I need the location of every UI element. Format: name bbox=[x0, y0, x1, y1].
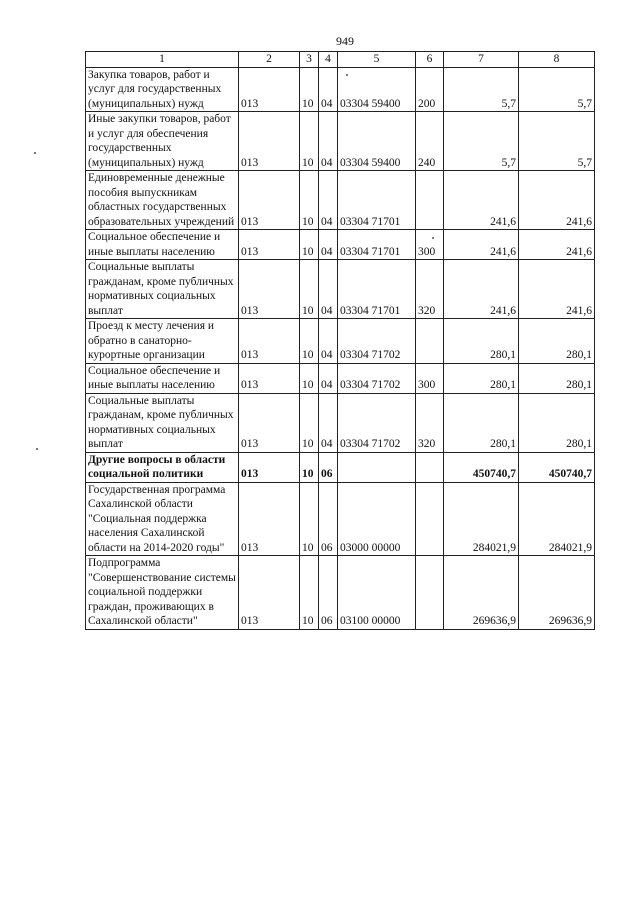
amount-cell: 280,1 bbox=[519, 393, 595, 452]
code-cell: 013 bbox=[239, 556, 300, 630]
column-header: 6 bbox=[416, 52, 444, 68]
amount-cell: 241,6 bbox=[444, 171, 519, 230]
table-body bbox=[86, 67, 595, 629]
row-name-cell: Социальное обеспечение и иные выплаты населению bbox=[86, 230, 239, 260]
expense-type-cell: 300 bbox=[416, 230, 444, 260]
table-row bbox=[86, 67, 595, 112]
table-row bbox=[86, 171, 595, 230]
row-name-cell: Другие вопросы в области социальной политики bbox=[86, 452, 239, 482]
amount-cell: 241,6 bbox=[519, 230, 595, 260]
row-name-cell: Социальные выплаты гражданам, кроме публичных нормативных социальных выплат bbox=[86, 260, 239, 319]
table-row bbox=[86, 260, 595, 319]
scan-speck bbox=[346, 74, 348, 76]
code-cell: 013 bbox=[239, 112, 300, 171]
amount-cell: 5,7 bbox=[519, 112, 595, 171]
target-article-cell: 03304 59400 bbox=[338, 112, 416, 171]
target-article-cell: 03304 71701 bbox=[338, 230, 416, 260]
section-cell: 10 bbox=[300, 112, 319, 171]
subsection-cell: 04 bbox=[319, 319, 338, 364]
table-row bbox=[86, 556, 595, 630]
expense-type-cell: 300 bbox=[416, 363, 444, 393]
amount-cell: 241,6 bbox=[519, 260, 595, 319]
code-cell: 013 bbox=[239, 452, 300, 482]
table-row bbox=[86, 393, 595, 452]
section-cell: 10 bbox=[300, 452, 319, 482]
table-row bbox=[86, 482, 595, 556]
scan-speck bbox=[432, 237, 434, 239]
amount-cell: 5,7 bbox=[519, 67, 595, 112]
code-cell: 013 bbox=[239, 482, 300, 556]
scan-speck bbox=[34, 152, 36, 154]
expense-type-cell bbox=[416, 556, 444, 630]
column-header: 1 bbox=[86, 52, 239, 68]
expense-type-cell: 320 bbox=[416, 393, 444, 452]
row-name-cell: Иные закупки товаров, работ и услуг для обеспечения государственных (муниципальных) нужд bbox=[86, 112, 239, 171]
table-row bbox=[86, 452, 595, 482]
expense-type-cell: 320 bbox=[416, 260, 444, 319]
row-name-cell: Подпрограмма "Совершенствование системы социальной поддержки граждан, проживающих в Сахалинской области" bbox=[86, 556, 239, 630]
table-row bbox=[86, 319, 595, 364]
expense-type-cell bbox=[416, 319, 444, 364]
code-cell: 013 bbox=[239, 393, 300, 452]
section-cell: 10 bbox=[300, 363, 319, 393]
target-article-cell: 03304 71702 bbox=[338, 393, 416, 452]
scan-speck bbox=[36, 448, 38, 450]
section-cell: 10 bbox=[300, 260, 319, 319]
row-name-cell: Государственная программа Сахалинской области "Социальная поддержка населения Сахалинской области на 2014-2020 годы" bbox=[86, 482, 239, 556]
expense-type-cell bbox=[416, 452, 444, 482]
section-cell: 10 bbox=[300, 556, 319, 630]
page-number: 949 bbox=[336, 34, 354, 48]
subsection-cell: 04 bbox=[319, 112, 338, 171]
row-name-cell: Закупка товаров, работ и услуг для государственных (муниципальных) нужд bbox=[86, 67, 239, 112]
table-row bbox=[86, 363, 595, 393]
target-article-cell: 03304 71702 bbox=[338, 319, 416, 364]
subsection-cell: 06 bbox=[319, 556, 338, 630]
section-cell: 10 bbox=[300, 393, 319, 452]
section-cell: 10 bbox=[300, 67, 319, 112]
subsection-cell: 04 bbox=[319, 363, 338, 393]
target-article-cell: 03304 59400 bbox=[338, 67, 416, 112]
subsection-cell: 04 bbox=[319, 230, 338, 260]
section-cell: 10 bbox=[300, 230, 319, 260]
subsection-cell: 04 bbox=[319, 393, 338, 452]
amount-cell: 5,7 bbox=[444, 112, 519, 171]
target-article-cell: 03304 71702 bbox=[338, 363, 416, 393]
target-article-cell: 03304 71701 bbox=[338, 171, 416, 230]
amount-cell: 241,6 bbox=[444, 260, 519, 319]
section-cell: 10 bbox=[300, 482, 319, 556]
row-name-cell: Единовременные денежные пособия выпускникам областных государственных образовательных учреждений bbox=[86, 171, 239, 230]
header-row bbox=[86, 52, 595, 68]
amount-cell: 241,6 bbox=[444, 230, 519, 260]
subsection-cell: 04 bbox=[319, 171, 338, 230]
column-header: 4 bbox=[319, 52, 338, 68]
target-article-cell: 03000 00000 bbox=[338, 482, 416, 556]
subsection-cell: 06 bbox=[319, 452, 338, 482]
target-article-cell: 03304 71701 bbox=[338, 260, 416, 319]
amount-cell: 269636,9 bbox=[519, 556, 595, 630]
section-cell: 10 bbox=[300, 171, 319, 230]
amount-cell: 450740,7 bbox=[519, 452, 595, 482]
amount-cell: 280,1 bbox=[444, 393, 519, 452]
code-cell: 013 bbox=[239, 230, 300, 260]
row-name-cell: Проезд к месту лечения и обратно в санаторно-курортные организации bbox=[86, 319, 239, 364]
subsection-cell: 06 bbox=[319, 482, 338, 556]
code-cell: 013 bbox=[239, 260, 300, 319]
target-article-cell bbox=[338, 452, 416, 482]
column-header: 3 bbox=[300, 52, 319, 68]
amount-cell: 5,7 bbox=[444, 67, 519, 112]
expense-type-cell bbox=[416, 171, 444, 230]
table-row bbox=[86, 230, 595, 260]
expense-type-cell: 200 bbox=[416, 67, 444, 112]
row-name-cell: Социальные выплаты гражданам, кроме публичных нормативных социальных выплат bbox=[86, 393, 239, 452]
subsection-cell: 04 bbox=[319, 260, 338, 319]
expense-type-cell bbox=[416, 482, 444, 556]
amount-cell: 284021,9 bbox=[444, 482, 519, 556]
code-cell: 013 bbox=[239, 363, 300, 393]
table-row bbox=[86, 112, 595, 171]
column-header: 8 bbox=[519, 52, 595, 68]
amount-cell: 280,1 bbox=[444, 319, 519, 364]
column-header: 2 bbox=[239, 52, 300, 68]
amount-cell: 280,1 bbox=[444, 363, 519, 393]
amount-cell: 284021,9 bbox=[519, 482, 595, 556]
row-name-cell: Социальное обеспечение и иные выплаты населению bbox=[86, 363, 239, 393]
section-cell: 10 bbox=[300, 319, 319, 364]
amount-cell: 450740,7 bbox=[444, 452, 519, 482]
code-cell: 013 bbox=[239, 67, 300, 112]
amount-cell: 269636,9 bbox=[444, 556, 519, 630]
target-article-cell: 03100 00000 bbox=[338, 556, 416, 630]
code-cell: 013 bbox=[239, 319, 300, 364]
subsection-cell: 04 bbox=[319, 67, 338, 112]
code-cell: 013 bbox=[239, 171, 300, 230]
expense-type-cell: 240 bbox=[416, 112, 444, 171]
column-header: 7 bbox=[444, 52, 519, 68]
column-header: 5 bbox=[338, 52, 416, 68]
amount-cell: 241,6 bbox=[519, 171, 595, 230]
budget-table bbox=[85, 51, 595, 630]
amount-cell: 280,1 bbox=[519, 363, 595, 393]
amount-cell: 280,1 bbox=[519, 319, 595, 364]
